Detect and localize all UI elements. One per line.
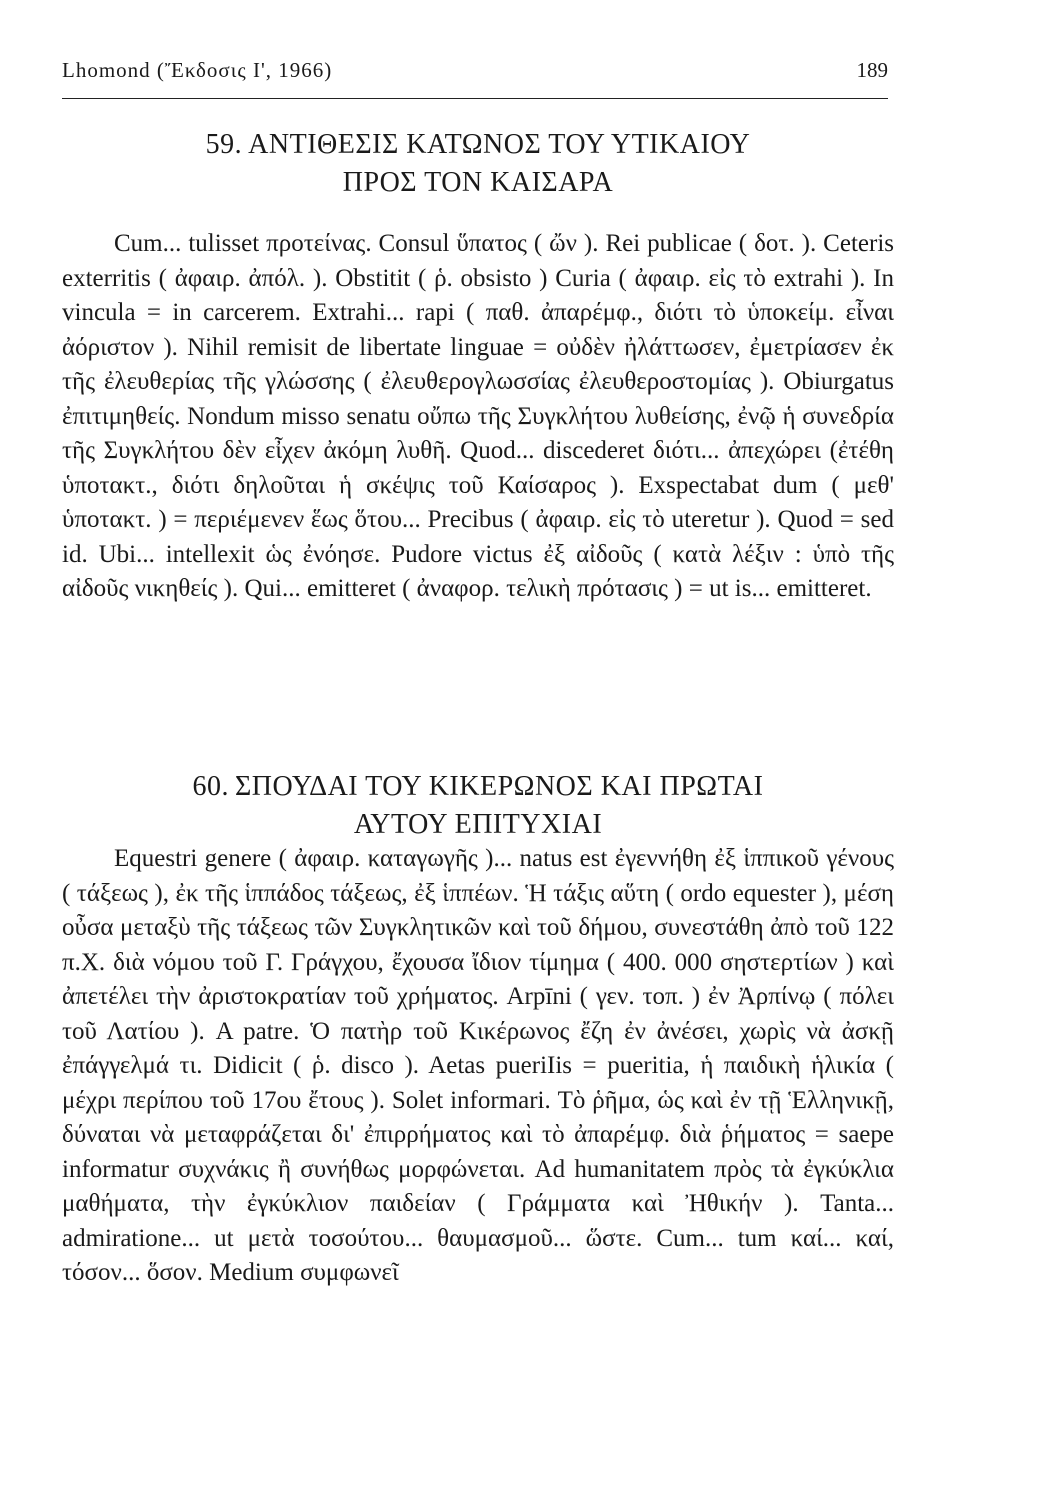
- section-60-title-line2: ΑΥΤΟΥ ΕΠΙΤΥΧΙΑΙ: [353, 809, 603, 840]
- section-60-title-line1: 60. ΣΠΟΥΔΑΙ ΤΟΥ ΚΙΚΕΡΩΝΟΣ ΚΑΙ ΠΡΩΤΑΙ: [192, 771, 764, 802]
- section-60-number: 60.: [192, 771, 229, 802]
- section-59-heading: [62, 126, 894, 202]
- section-60-heading: [62, 768, 894, 844]
- page-number: 189: [856, 58, 888, 82]
- section-59-title-line1: 59. ΑΝΤΙΘΕΣΙΣ ΚΑΤΩΝΟΣ ΤΟΥ ΥΤΙΚΑΙΟΥ: [205, 129, 751, 160]
- running-head: [62, 58, 888, 99]
- section-59-paragraph: Cum... tulisset προτείνας. Consul ὕπατος ( ὤν ). Rei publicae ( δοτ. ). Ceteris exterritis ( ἀφαιρ. ἀπόλ. ). Obstitit ( ῥ. obsisto ) Curia ( ἀφαιρ. εἰς τὸ extrahi ). In vincula = in carcerem. Extrahi... rapi ( παθ. ἀπαρέμφ., διότι τὸ ὑποκείμ. εἶναι ἀόριστον ). Nihil remisit de libertate linguae = οὐδὲν ἠλάττωσεν, ἐμετρίασεν ἐκ τῆς ἐλευθερίας τῆς γλώσσης ( ἐλευθερογλωσσίας ἐλευθεροστομίας ). Obiurgatus ἐπιτιμηθείς. Nondum misso senatu οὔπω τῆς Συγκλήτου λυθείσης, ἐνῷ ἡ συνεδρία τῆς Συγκλήτου δὲν εἶχεν ἀκόμη λυθῆ. Quod... discederet διότι... ἀπεχώρει (ἐτέθη ὑποτακτ., διότι δηλοῦται ἡ σκέψις τοῦ Καίσαρος ). Exspectabat dum ( μεθ' ὑποτακτ. ) = περιέμενεν ἕως ὅτου... Precibus ( ἀφαιρ. εἰς τὸ uteretur ). Quod = sed id. Ubi... intellexit ὡς ἐνόησε. Pudore victus ἐξ αἰδοῦς ( κατὰ λέξιν : ὑπὸ τῆς αἰδοῦς νικηθείς ). Qui... emitteret ( ἀναφορ. τελικὴ πρότασις ) = ut is... emitteret.: [62, 230, 894, 602]
- section-60-paragraph: Equestri genere ( ἀφαιρ. καταγωγῆς )... natus est ἐγεννήθη ἐξ ἱππικοῦ γένους ( τάξεως ), ἐκ τῆς ἱππάδος τάξεως, ἐξ ἱππέων. Ἡ τάξις αὕτη ( ordo equester ), μέση οὖσα μεταξὺ τῆς τάξεως τῶν Συγκλητικῶν καὶ τοῦ δήμου, συνεστάθη ἀπὸ τοῦ 122 π.Χ. διὰ νόμου τοῦ Γ. Γράγχου, ἔχουσα ἴδιον τίμημα ( 400. 000 σηστερτίων ) καὶ ἀπετέλει τὴν ἀριστοκρατίαν τοῦ χρήματος. Arpīni ( γεν. τοπ. ) ἐν Ἀρπίνῳ ( πόλει τοῦ Λατίου ). A patre. Ὁ πατὴρ τοῦ Κικέρωνος ἔζη ἐν ἀνέσει, χωρὶς νὰ ἀσκῇ ἐπάγγελμά τι. Didicit ( ῥ. disco ). Aetas pueriIis = pueritia, ἡ παιδικὴ ἡλικία ( μέχρι περίπου τοῦ 17ου ἔτους ). Solet informari. Τὸ ῥῆμα, ὡς καὶ ἐν τῇ Ἑλληνικῇ, δύναται νὰ μεταφράζεται δι' ἐπιρρήματος καὶ τὸ ἀπαρέμφ. διὰ ῥήματος = saepe informatur συχνάκις ἢ συνήθως μορφώνεται. Ad humanitatem πρὸς τὰ ἐγκύκλια μαθήματα, τὴν ἐγκύκλιον παιδείαν ( Γράμματα καὶ Ἠθικήν ). Tanta... admiratione... ut μετὰ τοσούτου... θαυμασμοῦ... ὥστε. Cum... tum καί... καί, τόσον... ὅσον. Medium συμφωνεῖ: [62, 845, 894, 1286]
- section-59-number: 59.: [205, 129, 243, 160]
- section-59-body: [62, 227, 894, 607]
- running-head-title: Lhomond (Ἔκδοσις Ι', 1966): [62, 58, 333, 82]
- section-59-title-line2: ΠΡΟΣ ΤΟΝ ΚΑΙΣΑΡΑ: [342, 167, 614, 198]
- section-60-body: [62, 842, 894, 1291]
